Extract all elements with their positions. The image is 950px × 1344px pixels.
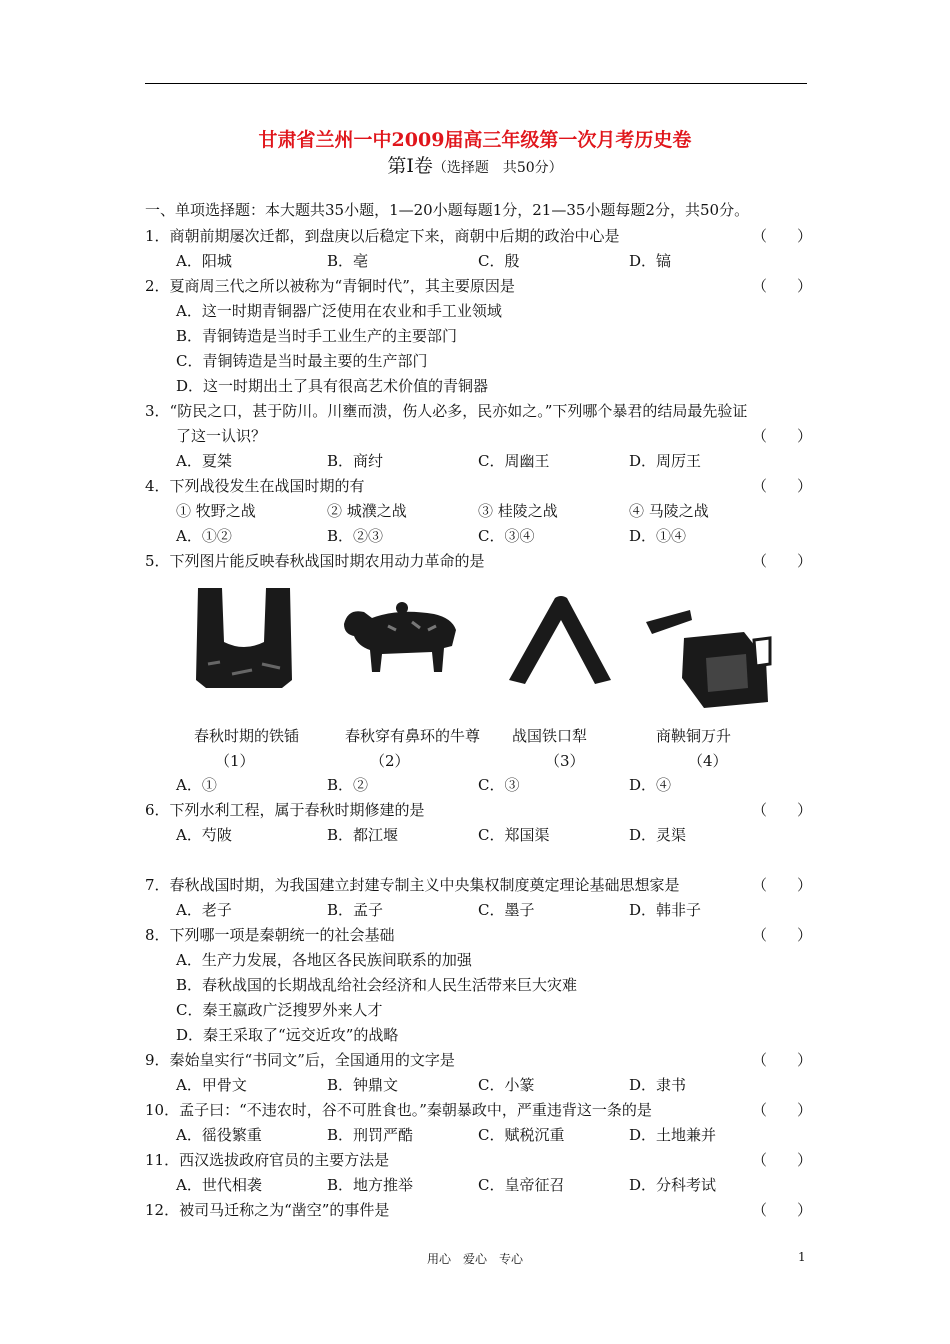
option-10a: A．徭役繁重 (176, 1126, 262, 1144)
answer-blank-5: （ ） (752, 552, 813, 570)
option-10d: D．土地兼并 (629, 1126, 717, 1144)
question-3: 3．“防民之口，甚于防川。川壅而溃，伤人必多，民亦如之。”下列哪个暴君的结局最先验证 (145, 402, 748, 420)
option-2d: D．这一时期出土了具有很高艺术价值的青铜器 (176, 377, 489, 395)
question-12: 12．被司马迁称之为“凿空”的事件是 (145, 1201, 390, 1219)
answer-blank-2: （ ） (752, 277, 813, 295)
option-2c: C．青铜铸造是当时最主要的生产部门 (176, 352, 428, 370)
answer-blank-4: （ ） (752, 477, 813, 495)
exam-subtitle (0, 151, 950, 178)
option-4c: C．③④ (478, 527, 535, 545)
iron-plough-image (505, 594, 615, 688)
option-11b: B．地方推举 (327, 1176, 414, 1194)
option-1c: C．殷 (478, 252, 520, 270)
answer-blank-3: （ ） (752, 427, 813, 445)
page-number: 1 (798, 1250, 806, 1264)
option-1b: B．亳 (327, 252, 369, 270)
option-9c: C．小篆 (478, 1076, 535, 1094)
answer-blank-8: （ ） (752, 926, 813, 944)
option-6c: C．郑国渠 (478, 826, 550, 844)
question-4: 4．下列战役发生在战国时期的有 (145, 477, 365, 495)
option-4b: B．②③ (327, 527, 384, 545)
exam-title: 甘肃省兰州一中2009届高三年级第一次月考历史卷 (258, 129, 692, 151)
option-1a: A．阳城 (176, 252, 232, 270)
option-7d: D．韩非子 (629, 901, 702, 919)
option-6a: A．芍陂 (176, 826, 232, 844)
caption-4: 商鞅铜万升 (656, 727, 732, 745)
subtitle-main: 第Ⅰ卷 (387, 155, 433, 177)
option-11a: A．世代相袭 (176, 1176, 262, 1194)
option-3a: A．夏桀 (176, 452, 232, 470)
option-11d: D．分科考试 (629, 1176, 717, 1194)
option-10b: B．刑罚严酷 (327, 1126, 414, 1144)
iron-spade-image (192, 584, 297, 694)
option-6b: B．都江堰 (327, 826, 399, 844)
question-11: 11．西汉选拔政府官员的主要方法是 (145, 1151, 390, 1169)
option-10c: C．赋税沉重 (478, 1126, 565, 1144)
option-4a: A．①② (176, 527, 232, 545)
figure-number-4: （4） (688, 752, 728, 770)
item-4-4: ④ 马陵之战 (629, 502, 709, 520)
question-3-cont: 了这一认识？ (176, 427, 267, 445)
question-1: 1．商朝前期屡次迁都，到盘庚以后稳定下来，商朝中后期的政治中心是 (145, 227, 620, 245)
option-5c: C．③ (478, 776, 520, 794)
option-6d: D．灵渠 (629, 826, 687, 844)
caption-1: 春秋时期的铁锸 (194, 727, 300, 745)
option-4d: D．①④ (629, 527, 687, 545)
answer-blank-12: （ ） (752, 1201, 813, 1219)
section-intro: 一、单项选择题：本大题共35小题，1—20小题每题1分，21—35小题每题2分，共50分。 (145, 201, 750, 219)
bronze-measure-image (644, 604, 774, 714)
question-6: 6．下列水利工程，属于春秋时期修建的是 (145, 801, 425, 819)
option-3d: D．周厉王 (629, 452, 702, 470)
answer-blank-7: （ ） (752, 876, 813, 894)
subtitle-note: （选择题 共50分） (432, 160, 563, 176)
item-4-2: ② 城濮之战 (327, 502, 407, 520)
option-8a: A．生产力发展，各地区各民族间联系的加强 (176, 951, 472, 969)
option-9a: A．甲骨文 (176, 1076, 247, 1094)
ox-zun-image (338, 600, 463, 680)
option-7c: C．墨子 (478, 901, 535, 919)
figure-number-1: （1） (215, 752, 255, 770)
option-5b: B．② (327, 776, 369, 794)
option-1d: D．镐 (629, 252, 672, 270)
question-2: 2．夏商周三代之所以被称为“青铜时代”，其主要原因是 (145, 277, 515, 295)
caption-2: 春秋穿有鼻环的牛尊 (345, 727, 481, 745)
option-2a: A．这一时期青铜器广泛使用在农业和手工业领域 (176, 302, 502, 320)
item-4-3: ③ 桂陵之战 (478, 502, 558, 520)
option-7b: B．孟子 (327, 901, 384, 919)
option-8b: B．春秋战国的长期战乱给社会经济和人民生活带来巨大灾难 (176, 976, 578, 994)
question-7: 7．春秋战国时期，为我国建立封建专制主义中央集权制度奠定理论基础思想家是 (145, 876, 680, 894)
answer-blank-6: （ ） (752, 801, 813, 819)
figure-number-2: （2） (370, 752, 410, 770)
figure-number-3: （3） (545, 752, 585, 770)
answer-blank-10: （ ） (752, 1101, 813, 1119)
option-5a: A．① (176, 776, 217, 794)
question-9: 9．秦始皇实行“书同文”后，全国通用的文字是 (145, 1051, 455, 1069)
question-10: 10．孟子曰：“不违农时，谷不可胜食也。”秦朝暴政中，严重违背这一条的是 (145, 1101, 652, 1119)
option-8c: C．秦王嬴政广泛搜罗外来人才 (176, 1001, 383, 1019)
answer-blank-1: （ ） (752, 227, 813, 245)
question-5: 5．下列图片能反映春秋战国时期农用动力革命的是 (145, 552, 485, 570)
option-11c: C．皇帝征召 (478, 1176, 565, 1194)
option-5d: D．④ (629, 776, 672, 794)
page-footer: 用心 爱心 专心 (426, 1252, 523, 1266)
answer-blank-11: （ ） (752, 1151, 813, 1169)
header-rule (145, 83, 807, 84)
option-8d: D．秦王采取了“远交近攻”的战略 (176, 1026, 399, 1044)
item-4-1: ① 牧野之战 (176, 502, 256, 520)
question-8: 8．下列哪一项是秦朝统一的社会基础 (145, 926, 395, 944)
option-7a: A．老子 (176, 901, 232, 919)
option-9b: B．钟鼎文 (327, 1076, 399, 1094)
answer-blank-9: （ ） (752, 1051, 813, 1069)
option-3b: B．商纣 (327, 452, 384, 470)
option-3c: C．周幽王 (478, 452, 550, 470)
option-2b: B．青铜铸造是当时手工业生产的主要部门 (176, 327, 458, 345)
option-9d: D．隶书 (629, 1076, 687, 1094)
caption-3: 战国铁口犁 (512, 727, 588, 745)
